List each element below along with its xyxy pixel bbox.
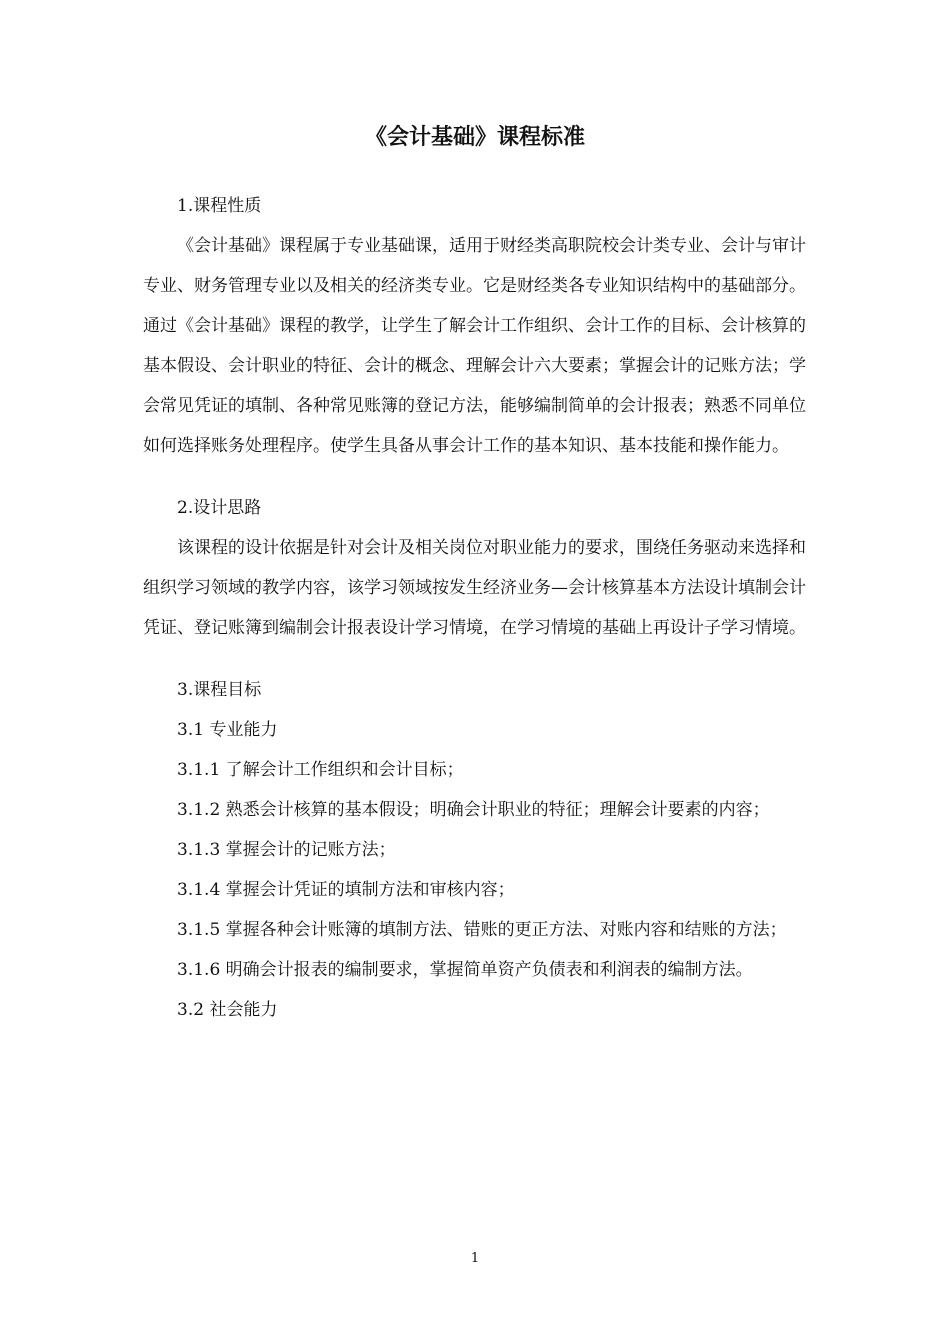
objective-item: 3.1.2 熟悉会计核算的基本假设；明确会计职业的特征；理解会计要素的内容；	[177, 800, 770, 820]
objective-item: 3.1.4 掌握会计凭证的填制方法和审核内容；	[177, 880, 515, 900]
section-1-paragraph: 《会计基础》课程属于专业基础课，适用于财经类高职院校会计类专业、会计与审计专业、财务管理专业以及相关的经济类专业。它是财经类各专业知识结构中的基础部分。通过《会计基础》课程的教学，让学生了解会计工作组织、会计工作的目标、会计核算的基本假设、会计职业的特征、会计的概念、理解会计六大要素；掌握会计的记账方法；学会常见凭证的填制、各种常见账簿的登记方法，能够编制简单的会计报表；熟悉不同单位如何选择账务处理程序。使学生具备从事会计工作的基本知识、基本技能和操作能力。	[143, 236, 806, 456]
objective-item: 3.1.6 明确会计报表的编制要求，掌握简单资产负债表和利润表的编制方法。	[177, 960, 753, 980]
section-3-2-heading: 3.2 社会能力	[177, 1000, 278, 1020]
section-2-paragraph: 该课程的设计依据是针对会计及相关岗位对职业能力的要求，围绕任务驱动来选择和组织学习领域的教学内容，该学习领域按发生经济业务—会计核算基本方法设计填制会计凭证、登记账簿到编制会计报表设计学习情境，在学习情境的基础上再设计子学习情境。	[143, 538, 806, 638]
objective-item: 3.1.3 掌握会计的记账方法；	[177, 840, 396, 860]
section-3-heading: 3.课程目标	[177, 680, 262, 700]
document-title: 《会计基础》课程标准	[364, 125, 585, 150]
objective-item: 3.1.5 掌握各种会计账簿的填制方法、错账的更正方法、对账内容和结账的方法；	[177, 920, 787, 940]
document-body	[143, 186, 807, 1030]
page-number: 1	[470, 1251, 480, 1266]
section-1-heading: 1.课程性质	[177, 196, 262, 216]
section-3-1-heading: 3.1 专业能力	[177, 720, 278, 740]
objective-item: 3.1.1 了解会计工作组织和会计目标；	[177, 760, 464, 780]
section-2-heading: 2.设计思路	[177, 498, 262, 518]
